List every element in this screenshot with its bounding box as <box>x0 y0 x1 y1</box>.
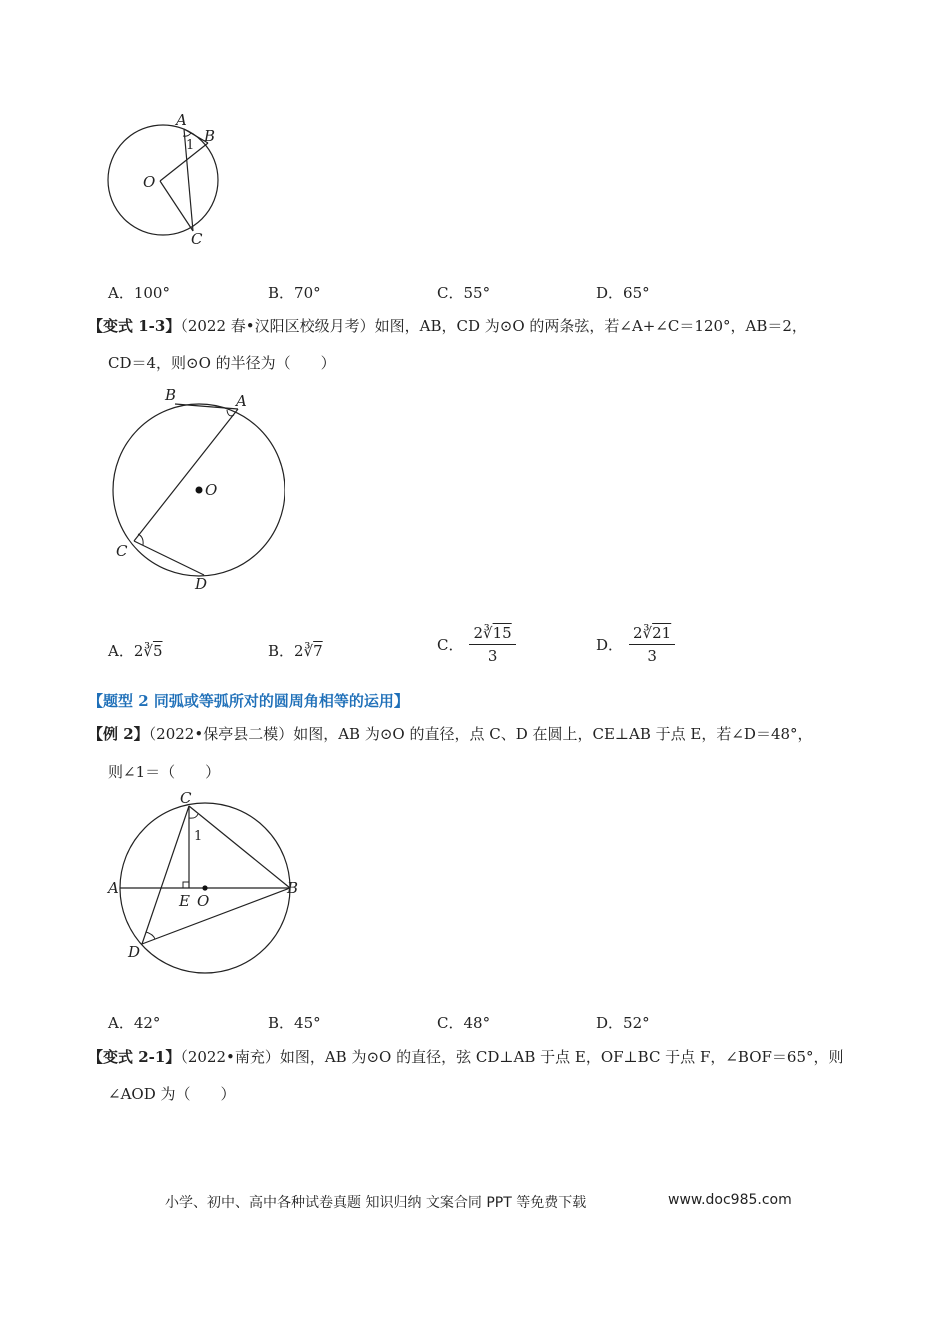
question-tag: 【变式 2-1】 <box>88 1048 181 1066</box>
option-d[interactable]: D．52° <box>596 1014 650 1032</box>
option-d[interactable]: D． $\frac{2∛21}{3}$ <box>596 624 675 665</box>
label-d: D <box>128 943 141 961</box>
label-angle-1: 1 <box>186 138 195 153</box>
fraction: $\frac{2∛21}{3}$ <box>629 624 675 665</box>
figure-circle-diameter <box>100 790 310 975</box>
question-2-1-line2: ∠AOD 为（ ） <box>108 1085 236 1103</box>
option-d[interactable]: D．65° <box>596 284 650 302</box>
label-a: A <box>236 392 247 410</box>
label-a: A <box>108 879 119 897</box>
label-b: B <box>204 127 216 145</box>
question-1-3-line2: CD＝4，则⊙O 的半径为（ ） <box>108 354 336 372</box>
option-b[interactable]: B．45° <box>268 1014 321 1032</box>
label-angle-1: 1 <box>194 829 203 844</box>
question-tag: 【例 2】 <box>88 725 149 743</box>
option-a[interactable]: A．42° <box>108 1014 161 1032</box>
option-b[interactable]: B．2∛7 <box>268 642 323 660</box>
example-2-line1 <box>88 724 813 744</box>
question-text: （2022•保亭县二模）如图，AB 为⊙O 的直径，点 C、D 在圆上，CE⊥AB 于点 E，若∠D＝48°， <box>148 725 813 743</box>
option-c[interactable]: C．55° <box>437 284 491 302</box>
option-b[interactable]: B．70° <box>268 284 321 302</box>
figure-circle-two-chords <box>105 382 285 597</box>
option-a[interactable]: A．2∛5 <box>108 642 163 660</box>
example-2-line2: 则∠1＝（ ） <box>108 763 221 781</box>
question-2-1-line1 <box>88 1047 844 1067</box>
footer-text: 小学、初中、高中各种试卷真题 知识归纳 文案合同 PPT 等免费下载 <box>165 1195 587 1211</box>
label-b: B <box>165 386 177 404</box>
footer-url[interactable]: www.doc985.com <box>668 1192 792 1208</box>
question-text: （2022•南充）如图，AB 为⊙O 的直径，弦 CD⊥AB 于点 E，OF⊥BC 于点 F，∠BOF＝65°，则 <box>180 1048 844 1066</box>
label-e: E <box>179 892 190 910</box>
label-a: A <box>176 111 187 129</box>
label-o: O <box>143 173 156 191</box>
option-c[interactable]: C． $\frac{2∛15}{3}$ <box>437 624 516 665</box>
label-c: C <box>180 790 192 807</box>
label-b: B <box>287 879 299 897</box>
question-1-3-line1 <box>88 316 807 336</box>
label-c: C <box>116 542 128 560</box>
figure-circle-abc <box>100 105 230 250</box>
label-c: C <box>191 230 203 248</box>
option-a[interactable]: A．100° <box>108 284 170 302</box>
label-o: O <box>197 892 210 910</box>
question-tag: 【变式 1-3】 <box>88 317 181 335</box>
fraction: $\frac{2∛15}{3}$ <box>469 624 515 665</box>
question-text: （2022 春•汉阳区校级月考）如图，AB，CD 为⊙O 的两条弦，若∠A+∠C＝120°，AB＝2， <box>180 317 807 335</box>
label-o: O <box>205 481 218 499</box>
label-d: D <box>195 575 208 593</box>
option-c[interactable]: C．48° <box>437 1014 491 1032</box>
section-heading: 【题型 2 同弧或等弧所对的圆周角相等的运用】 <box>88 692 409 710</box>
